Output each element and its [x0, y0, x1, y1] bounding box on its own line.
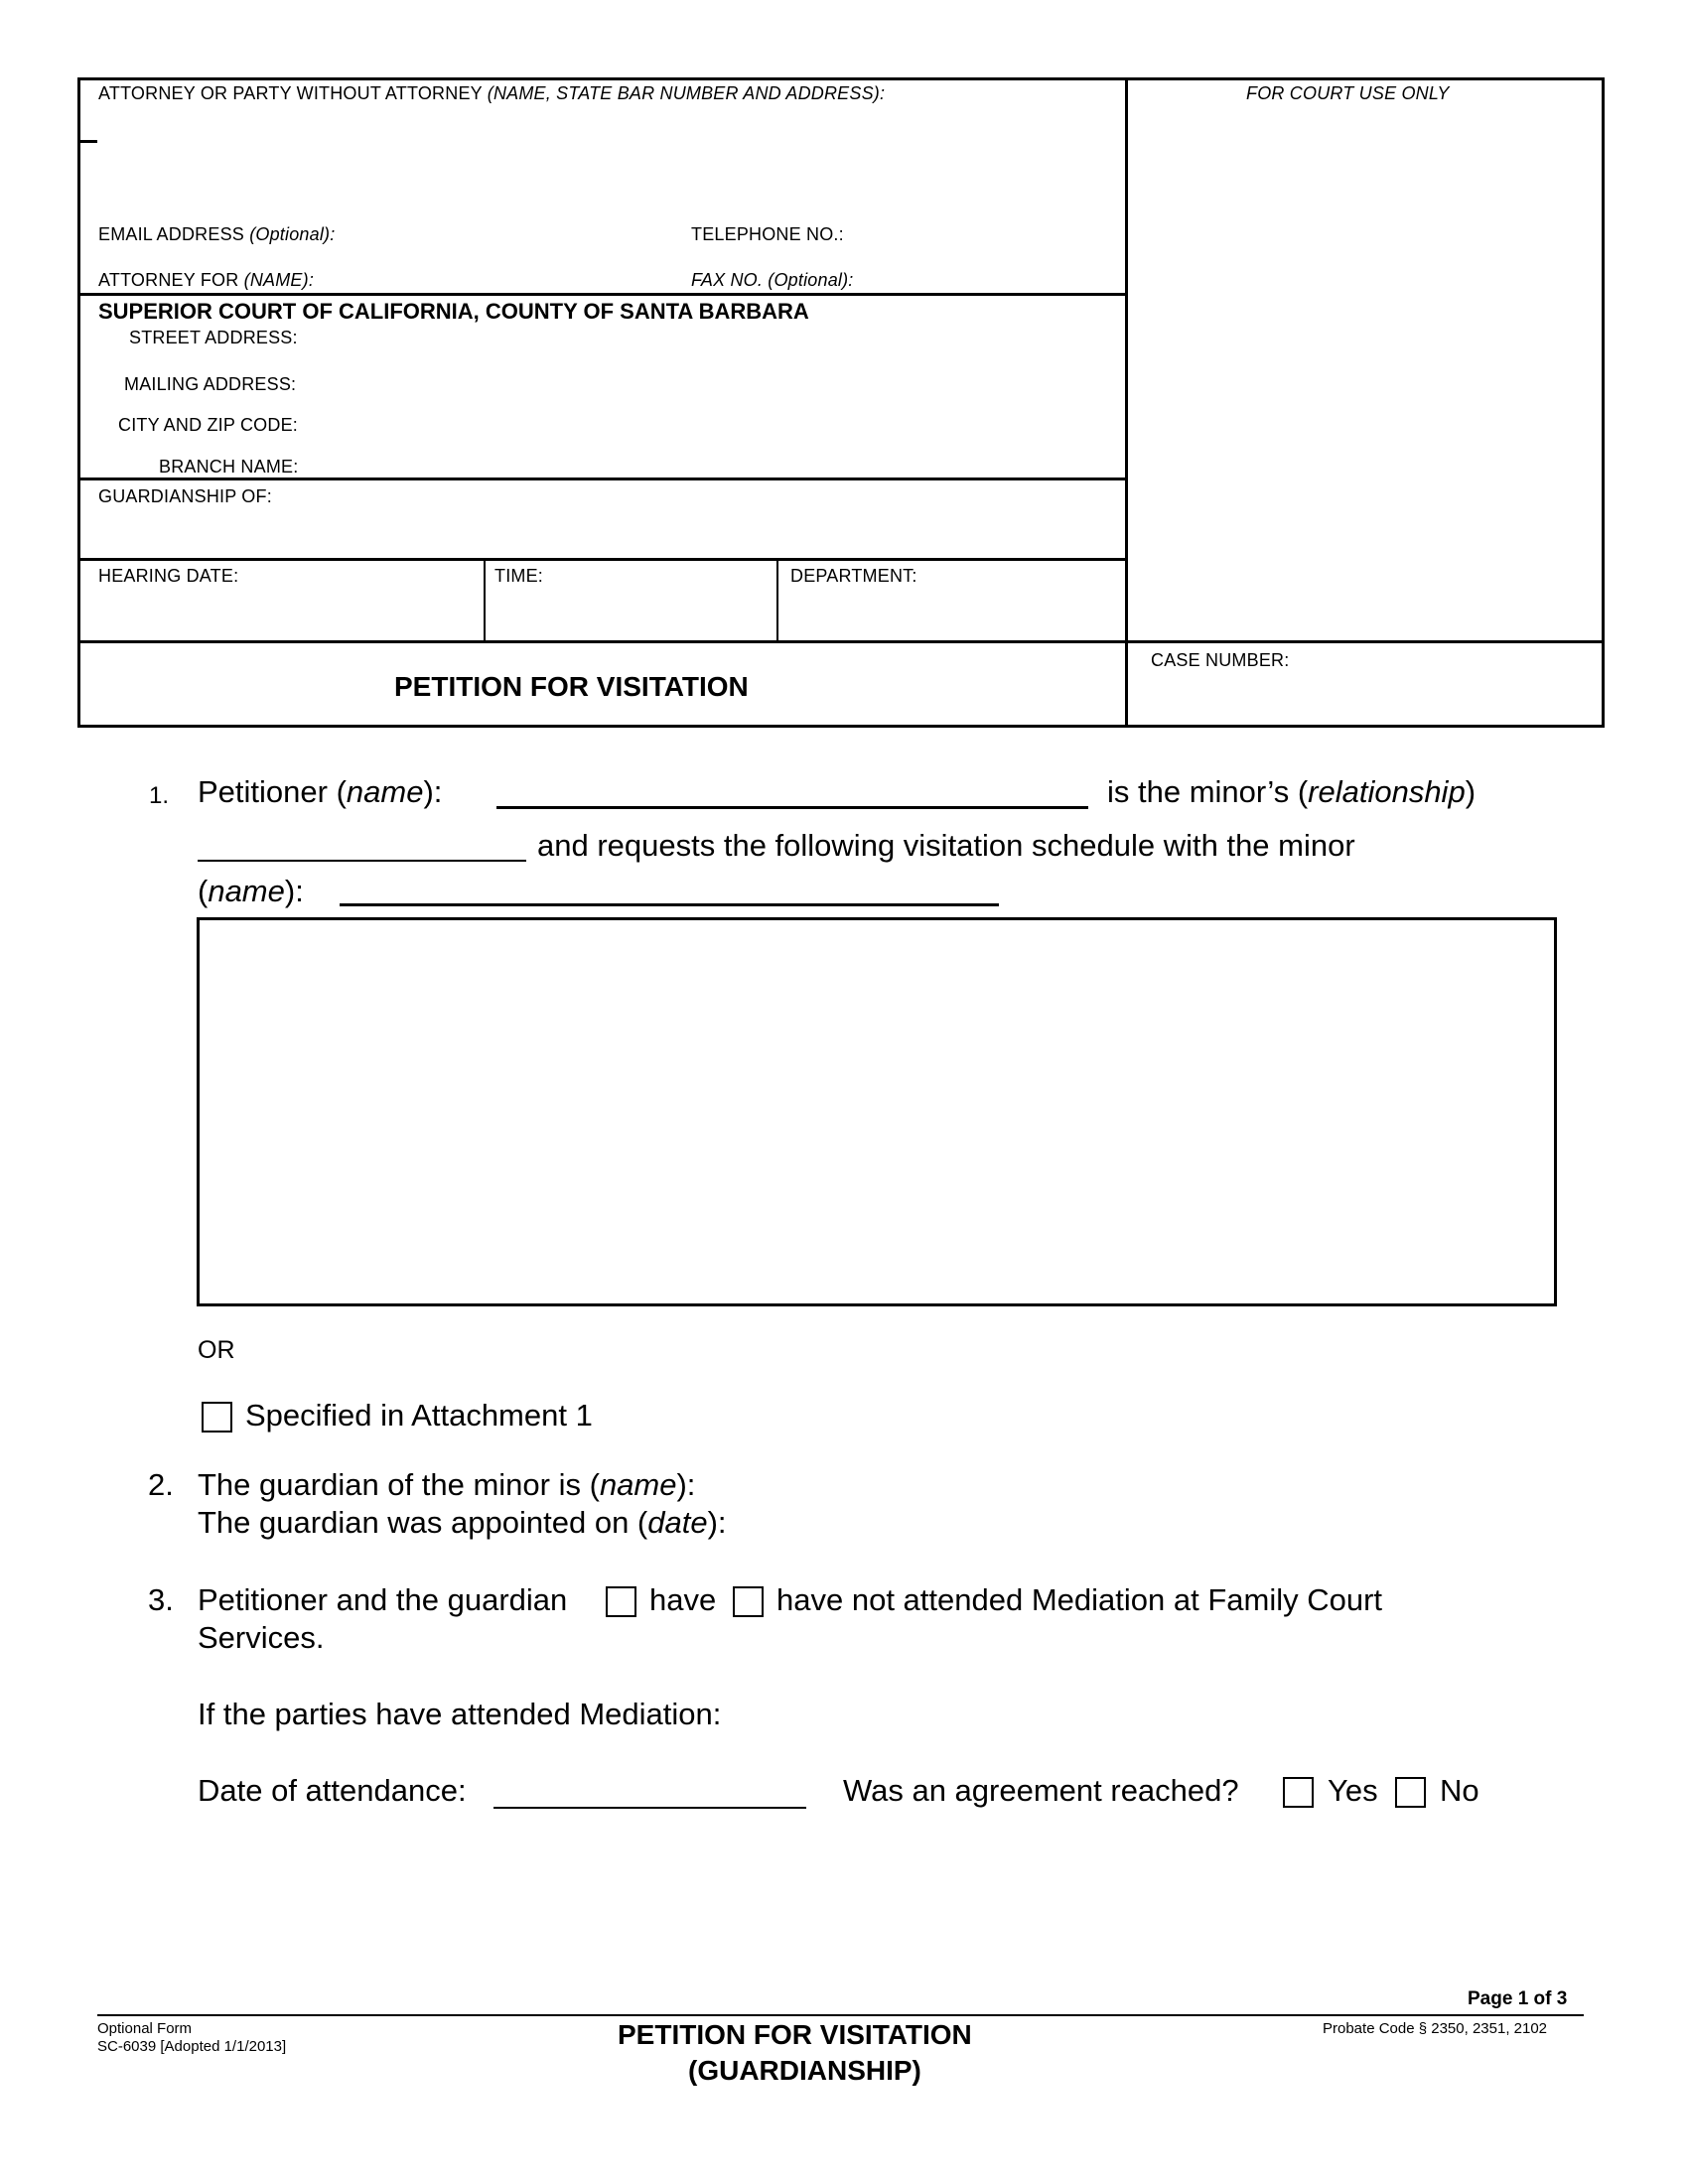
item-2-number: 2. — [148, 1467, 174, 1502]
item-1-petitioner-label: Petitioner (name): — [198, 774, 443, 809]
caption-divider-guardianship — [77, 558, 1128, 561]
item-3-text: Petitioner and the guardian — [198, 1582, 568, 1617]
branch-name-label: BRANCH NAME: — [159, 457, 299, 477]
street-address-label: STREET ADDRESS: — [129, 328, 298, 347]
footer-rule — [97, 2014, 1584, 2016]
telephone-label: TELEPHONE NO.: — [691, 224, 844, 244]
mailing-address-label: MAILING ADDRESS: — [124, 374, 297, 394]
minor-name-field[interactable] — [340, 903, 999, 906]
time-label: TIME: — [494, 566, 543, 586]
agreement-label: Was an agreement reached? — [843, 1773, 1239, 1808]
hearing-divider-1 — [484, 558, 486, 642]
date-attendance-label: Date of attendance: — [198, 1773, 467, 1808]
court-use-label: FOR COURT USE ONLY — [1246, 83, 1450, 103]
or-label: OR — [198, 1336, 235, 1364]
agreement-yes-checkbox[interactable] — [1283, 1777, 1314, 1808]
caption-divider-court — [77, 478, 1128, 480]
have-not-attended-checkbox[interactable] — [733, 1586, 764, 1617]
court-name: SUPERIOR COURT OF CALIFORNIA, COUNTY OF SANTA BARBARA — [98, 299, 809, 324]
caption-box — [77, 77, 1605, 728]
attachment-label: Specified in Attachment 1 — [245, 1398, 593, 1433]
caption-divider-hearing — [77, 640, 1605, 643]
item-3-number: 3. — [148, 1582, 174, 1617]
guardian-appointed-label: The guardian was appointed on (date): — [198, 1505, 727, 1540]
footer-title: PETITION FOR VISITATION — [618, 2019, 972, 2050]
form-title: PETITION FOR VISITATION — [394, 671, 749, 702]
no-label: No — [1440, 1773, 1479, 1808]
have-attended-checkbox[interactable] — [606, 1586, 636, 1617]
guardian-name-label: The guardian of the minor is (name): — [198, 1467, 696, 1502]
visitation-schedule-box[interactable] — [197, 917, 1557, 1306]
item-1-relationship-label: is the minor’s (relationship) — [1107, 774, 1477, 809]
caption-divider-vertical — [1125, 77, 1128, 728]
date-attendance-field[interactable] — [493, 1807, 806, 1809]
relationship-field[interactable] — [198, 860, 526, 862]
if-attended-label: If the parties have attended Mediation: — [198, 1697, 722, 1731]
corner-tick — [79, 140, 97, 143]
attorney-for-label: ATTORNEY FOR (NAME): — [98, 270, 315, 290]
item-1-minor-name-label: (name): — [198, 874, 304, 908]
item-1-requests-text: and requests the following visitation schedule with the minor — [537, 828, 1355, 863]
attorney-label: ATTORNEY OR PARTY WITHOUT ATTORNEY (NAME, STATE BAR NUMBER AND ADDRESS): — [98, 83, 886, 103]
case-number-label: CASE NUMBER: — [1151, 650, 1290, 670]
guardianship-label: GUARDIANSHIP OF: — [98, 486, 272, 506]
item-1-number: 1. — [149, 782, 170, 809]
form-id: SC-6039 [Adopted 1/1/2013] — [97, 2038, 287, 2055]
caption-divider-attorney — [77, 293, 1128, 296]
optional-form-label: Optional Form — [97, 2020, 193, 2037]
footer-subtitle: (GUARDIANSHIP) — [688, 2055, 921, 2086]
petitioner-name-field[interactable] — [496, 806, 1088, 809]
email-label: EMAIL ADDRESS (Optional): — [98, 224, 336, 244]
fax-label: FAX NO. (Optional): — [691, 270, 854, 290]
agreement-no-checkbox[interactable] — [1395, 1777, 1426, 1808]
yes-label: Yes — [1328, 1773, 1378, 1808]
city-zip-label: CITY AND ZIP CODE: — [118, 415, 298, 435]
department-label: DEPARTMENT: — [790, 566, 917, 586]
hearing-divider-2 — [776, 558, 778, 642]
hearing-date-label: HEARING DATE: — [98, 566, 239, 586]
have-not-label: have not attended Mediation at Family Court — [776, 1582, 1383, 1617]
page-number: Page 1 of 3 — [1468, 1988, 1568, 2009]
attachment-checkbox[interactable] — [202, 1402, 232, 1433]
probate-code: Probate Code § 2350, 2351, 2102 — [1323, 2020, 1548, 2037]
services-label: Services. — [198, 1620, 325, 1655]
have-label: have — [649, 1582, 717, 1617]
